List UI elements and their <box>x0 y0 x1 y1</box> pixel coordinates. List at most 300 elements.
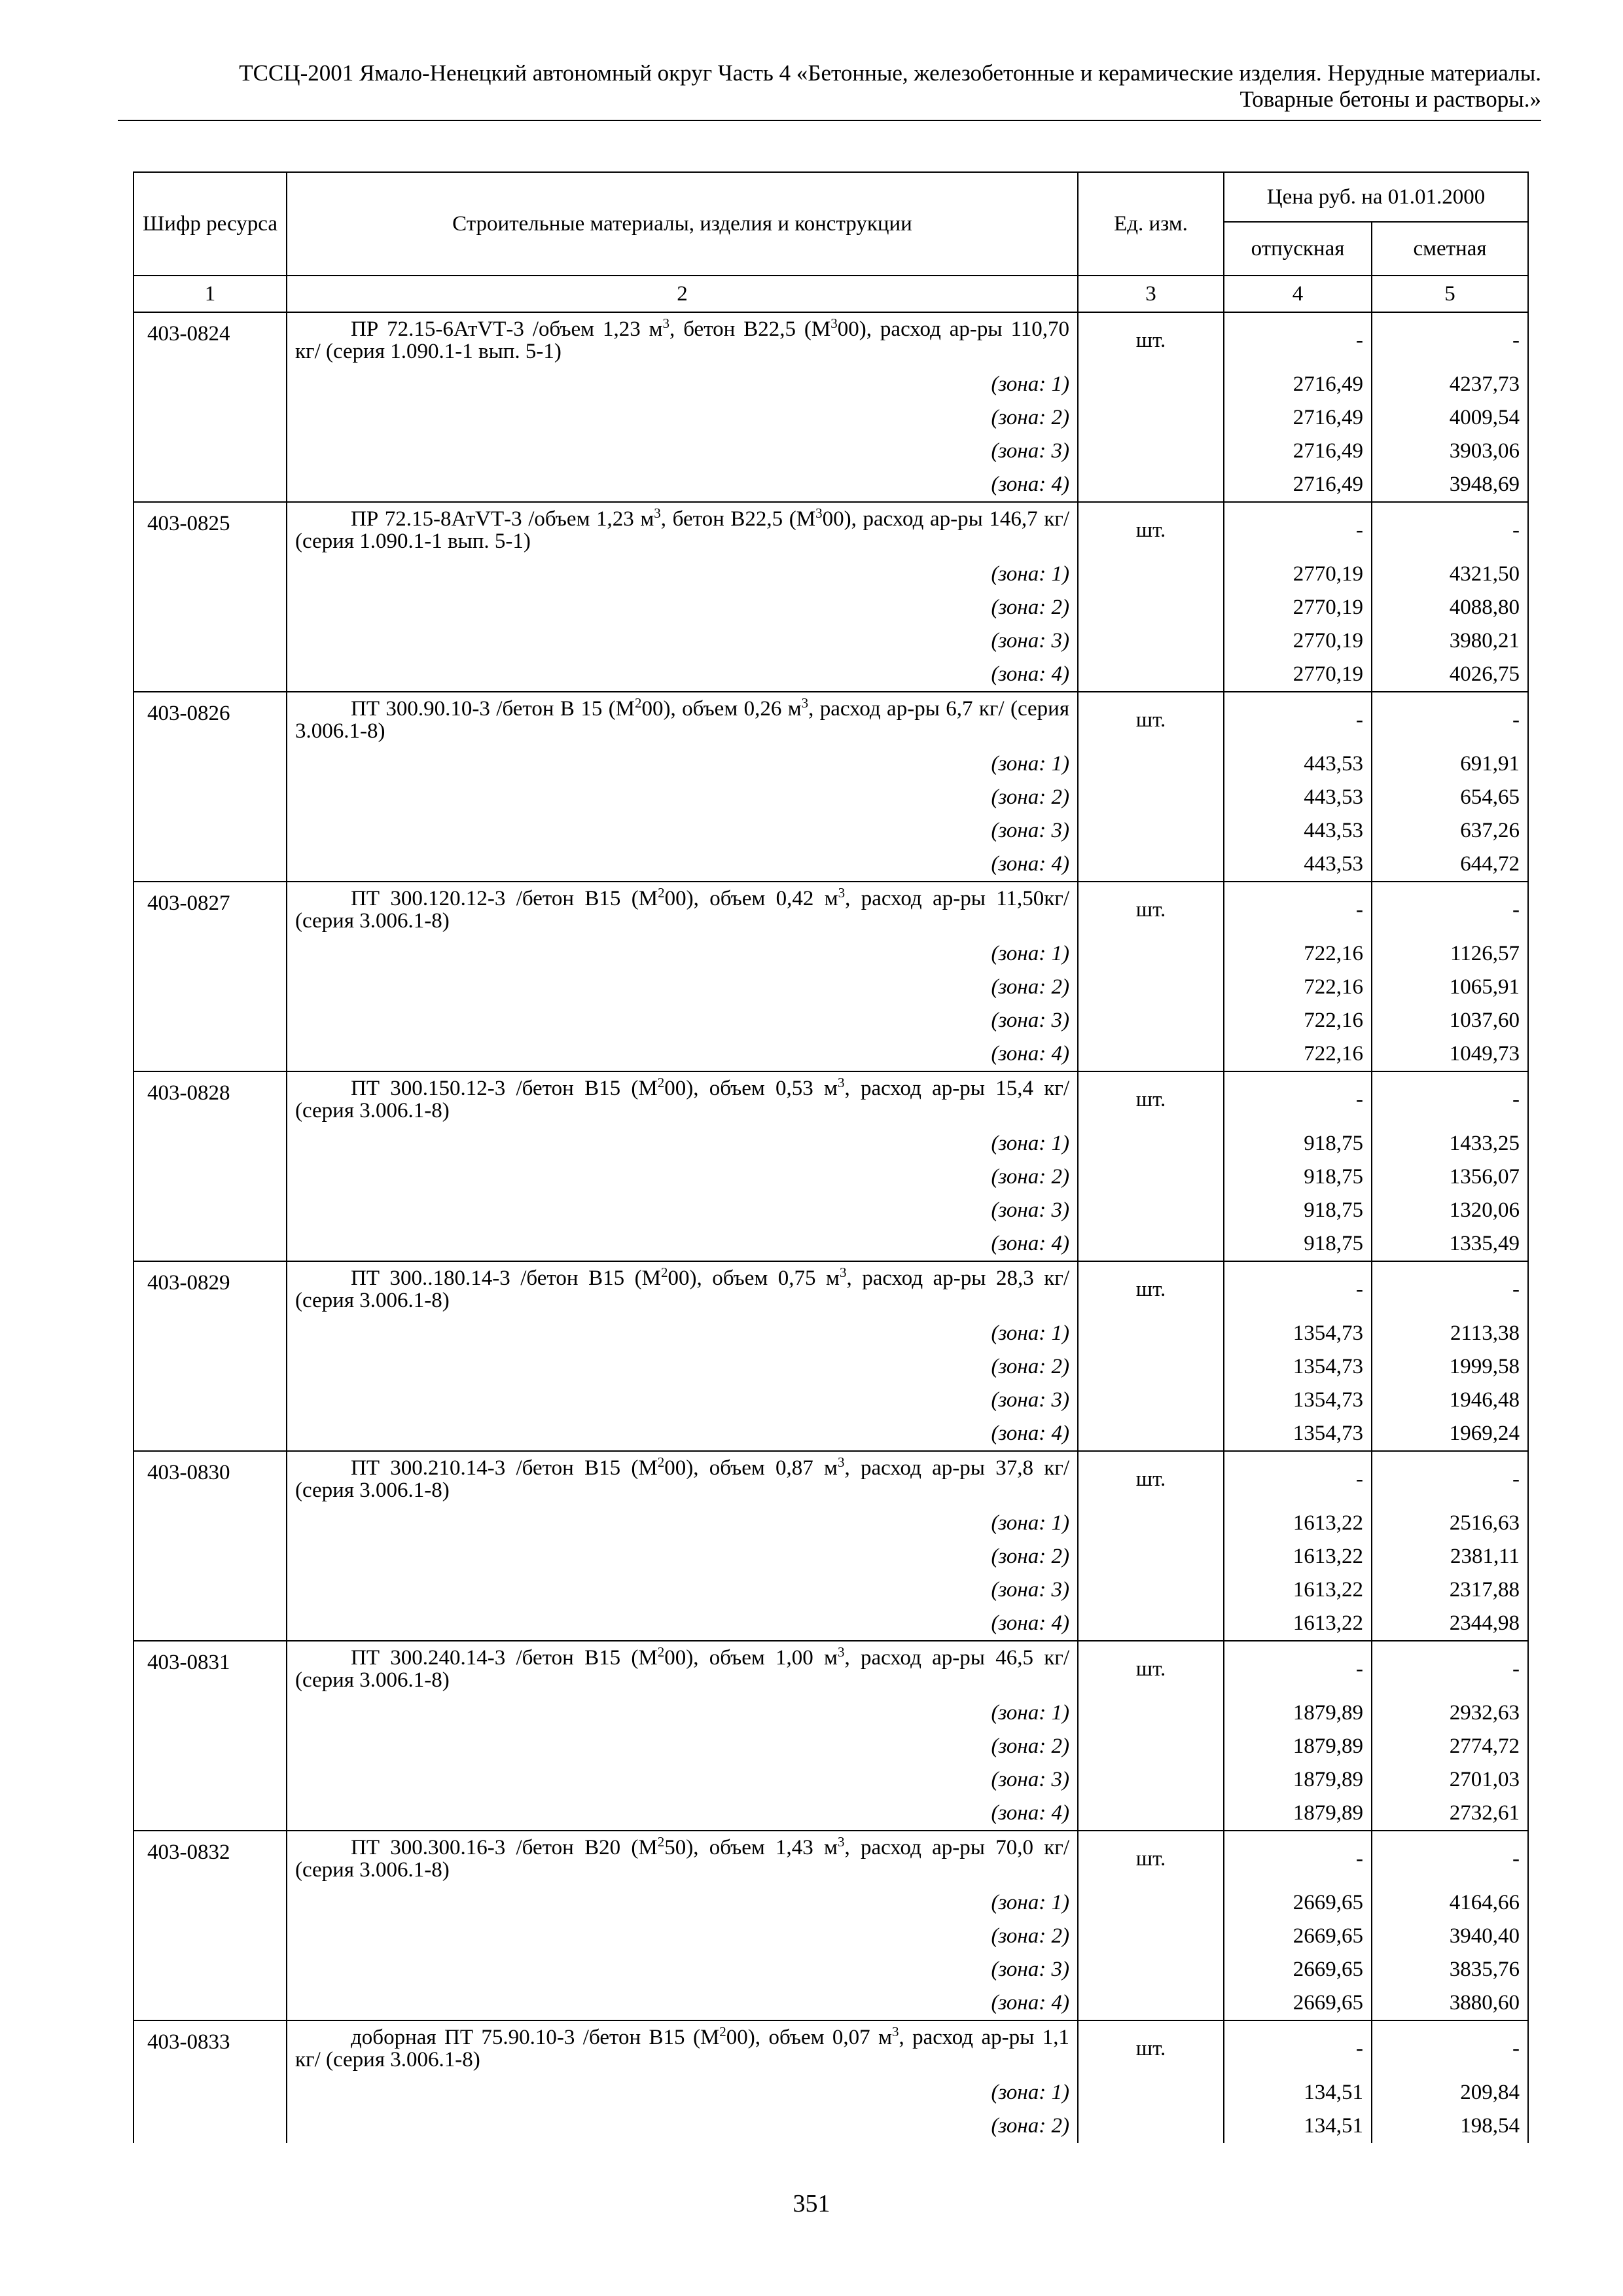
zone-estimate-price: 4164,66 <box>1372 1886 1528 1920</box>
description-text: ПТ 300.120.12-3 /бетон В15 (М <box>351 887 658 910</box>
zone-estimate-price: 1049,73 <box>1372 1037 1528 1071</box>
col-number: 5 <box>1372 276 1528 312</box>
empty-cell <box>1078 1037 1224 1071</box>
zone-row <box>134 1037 1528 1071</box>
resource-description <box>287 312 1078 368</box>
resource-code: 403-0828 <box>134 1071 287 1127</box>
zone-release-price: 2669,65 <box>1224 1986 1372 2020</box>
zone-row <box>134 781 1528 814</box>
empty-cell <box>134 591 287 624</box>
zone-label: (зона: 1) <box>287 1696 1078 1730</box>
superscript: 2 <box>657 1075 665 1090</box>
empty-cell <box>1078 937 1224 971</box>
empty-cell <box>134 558 287 591</box>
superscript: 3 <box>837 1075 845 1090</box>
zone-label: (зона: 2) <box>287 2109 1078 2143</box>
empty-cell <box>134 1127 287 1160</box>
table-row <box>134 1641 1528 1696</box>
zone-label: (зона: 3) <box>287 1763 1078 1797</box>
zone-label: (зона: 1) <box>287 1886 1078 1920</box>
zone-row <box>134 1607 1528 1641</box>
zone-release-price: 1354,73 <box>1224 1417 1372 1451</box>
zone-estimate-price: 1037,60 <box>1372 1004 1528 1037</box>
zone-label: (зона: 3) <box>287 1384 1078 1417</box>
zone-row <box>134 937 1528 971</box>
zone-label: (зона: 1) <box>287 368 1078 401</box>
empty-cell <box>134 781 287 814</box>
col-number: 1 <box>134 276 287 312</box>
superscript: 2 <box>719 2024 726 2039</box>
zone-estimate-price: 637,26 <box>1372 814 1528 848</box>
superscript: 3 <box>891 2024 899 2039</box>
empty-cell <box>134 401 287 435</box>
empty-cell <box>1078 1194 1224 1227</box>
zone-label: (зона: 4) <box>287 1607 1078 1641</box>
zone-release-price: 2669,65 <box>1224 1920 1372 1953</box>
zone-release-price: 722,16 <box>1224 1037 1372 1071</box>
empty-cell <box>1078 1350 1224 1384</box>
resource-code: 403-0832 <box>134 1831 287 1886</box>
resource-description <box>287 2020 1078 2076</box>
resource-code: 403-0824 <box>134 312 287 368</box>
zone-label: (зона: 4) <box>287 468 1078 502</box>
superscript: 3 <box>801 695 809 711</box>
empty-cell <box>134 658 287 692</box>
zone-label: (зона: 2) <box>287 1350 1078 1384</box>
empty-cell <box>1078 435 1224 468</box>
description-text: , расход ар-ры 28,3 кг/ (серия 3.006.1-8) <box>295 1266 1069 1312</box>
zone-release-price: 1879,89 <box>1224 1797 1372 1831</box>
empty-cell <box>1078 1607 1224 1641</box>
estimate-price: - <box>1372 312 1528 368</box>
empty-cell <box>134 1573 287 1607</box>
resource-description <box>287 882 1078 937</box>
zone-row <box>134 1763 1528 1797</box>
superscript: 3 <box>654 505 661 521</box>
description-text: , расход ар-ры 70,0 кг/ (серия 3.006.1-8) <box>295 1836 1069 1882</box>
description-text: 00), объем 0,53 м <box>664 1077 838 1100</box>
empty-cell <box>1078 1384 1224 1417</box>
zone-estimate-price: 3835,76 <box>1372 1953 1528 1986</box>
zone-estimate-price: 2317,88 <box>1372 1573 1528 1607</box>
zone-release-price: 1613,22 <box>1224 1540 1372 1573</box>
unit: шт. <box>1078 1831 1224 1886</box>
zone-label: (зона: 3) <box>287 624 1078 658</box>
empty-cell <box>134 1763 287 1797</box>
zone-label: (зона: 4) <box>287 1417 1078 1451</box>
superscript: 3 <box>837 1644 845 1660</box>
zone-label: (зона: 2) <box>287 1540 1078 1573</box>
zone-estimate-price: 3940,40 <box>1372 1920 1528 1953</box>
zone-row <box>134 848 1528 882</box>
description-text: , бетон В22,5 (М <box>660 507 816 531</box>
zone-estimate-price: 1999,58 <box>1372 1350 1528 1384</box>
empty-cell <box>1078 1953 1224 1986</box>
zone-label: (зона: 2) <box>287 591 1078 624</box>
empty-cell <box>134 1730 287 1763</box>
unit: шт. <box>1078 502 1224 558</box>
empty-cell <box>134 1227 287 1261</box>
release-price: - <box>1224 1451 1372 1507</box>
superscript: 2 <box>658 885 665 901</box>
resource-description <box>287 1641 1078 1696</box>
table-row <box>134 502 1528 558</box>
zone-release-price: 1613,22 <box>1224 1607 1372 1641</box>
description-text: , расход ар-ры 11,50кг/ (серия 3.006.1-8) <box>295 887 1069 933</box>
empty-cell <box>1078 1797 1224 1831</box>
zone-release-price: 443,53 <box>1224 814 1372 848</box>
zone-estimate-price: 4009,54 <box>1372 401 1528 435</box>
description-text: 00), расход ар-ры 146,7 кг/ (серия 1.090.1-1 вып. 5-1) <box>295 507 1069 553</box>
zone-release-price: 1879,89 <box>1224 1696 1372 1730</box>
zone-estimate-price: 654,65 <box>1372 781 1528 814</box>
table-row <box>134 1451 1528 1507</box>
zone-estimate-price: 3903,06 <box>1372 435 1528 468</box>
unit: шт. <box>1078 312 1224 368</box>
release-price: - <box>1224 1071 1372 1127</box>
zone-release-price: 1879,89 <box>1224 1730 1372 1763</box>
empty-cell <box>1078 368 1224 401</box>
zone-estimate-price: 4088,80 <box>1372 591 1528 624</box>
table-row <box>134 882 1528 937</box>
zone-row <box>134 1004 1528 1037</box>
zone-release-price: 2770,19 <box>1224 591 1372 624</box>
zone-estimate-price: 2732,61 <box>1372 1797 1528 1831</box>
superscript: 3 <box>830 315 838 331</box>
zone-row <box>134 1573 1528 1607</box>
unit: шт. <box>1078 882 1224 937</box>
empty-cell <box>134 1507 287 1540</box>
zone-row <box>134 1953 1528 1986</box>
zone-release-price: 443,53 <box>1224 781 1372 814</box>
superscript: 3 <box>839 1265 847 1280</box>
estimate-price: - <box>1372 2020 1528 2076</box>
zone-release-price: 2716,49 <box>1224 368 1372 401</box>
empty-cell <box>1078 1763 1224 1797</box>
resource-description <box>287 1261 1078 1317</box>
estimate-price: - <box>1372 1071 1528 1127</box>
zone-label: (зона: 3) <box>287 1573 1078 1607</box>
zone-row <box>134 1540 1528 1573</box>
zone-label: (зона: 1) <box>287 937 1078 971</box>
zone-label: (зона: 1) <box>287 558 1078 591</box>
empty-cell <box>1078 1160 1224 1194</box>
zone-row <box>134 368 1528 401</box>
release-price: - <box>1224 1641 1372 1696</box>
empty-cell <box>134 1953 287 1986</box>
zone-row <box>134 1920 1528 1953</box>
estimate-price: - <box>1372 882 1528 937</box>
zone-estimate-price: 644,72 <box>1372 848 1528 882</box>
superscript: 2 <box>657 1834 665 1850</box>
zone-row <box>134 658 1528 692</box>
superscript: 3 <box>662 315 670 331</box>
zone-estimate-price: 2381,11 <box>1372 1540 1528 1573</box>
estimate-price: - <box>1372 692 1528 747</box>
zone-row <box>134 1384 1528 1417</box>
description-text: ПР 72.15-6АтVТ-3 /объем 1,23 м <box>351 317 663 341</box>
zone-release-price: 1613,22 <box>1224 1507 1372 1540</box>
zone-estimate-price: 198,54 <box>1372 2109 1528 2143</box>
zone-estimate-price: 4321,50 <box>1372 558 1528 591</box>
resource-code: 403-0827 <box>134 882 287 937</box>
zone-label: (зона: 2) <box>287 781 1078 814</box>
table-row <box>134 1831 1528 1886</box>
empty-cell <box>134 368 287 401</box>
resource-code: 403-0833 <box>134 2020 287 2076</box>
zone-release-price: 2770,19 <box>1224 658 1372 692</box>
release-price: - <box>1224 692 1372 747</box>
empty-cell <box>1078 814 1224 848</box>
description-text: ПТ 300.90.10-3 /бетон В 15 (М <box>351 697 635 721</box>
empty-cell <box>134 468 287 502</box>
header-release-price: отпускная <box>1224 222 1372 276</box>
description-text: 00), объем 0,26 м <box>641 697 802 721</box>
zone-row <box>134 1696 1528 1730</box>
empty-cell <box>134 1004 287 1037</box>
description-text: , расход ар-ры 1,1 кг/ (серия 3.006.1-8) <box>295 2026 1069 2072</box>
zone-estimate-price: 2344,98 <box>1372 1607 1528 1641</box>
empty-cell <box>134 1037 287 1071</box>
empty-cell <box>1078 2076 1224 2109</box>
empty-cell <box>1078 1127 1224 1160</box>
resource-code: 403-0826 <box>134 692 287 747</box>
description-text: 00), объем 0,87 м <box>664 1456 838 1480</box>
zone-estimate-price: 3880,60 <box>1372 1986 1528 2020</box>
description-text: 00), расход ар-ры 110,70 кг/ (серия 1.090.1-1 вып. 5-1) <box>295 317 1070 363</box>
superscript: 2 <box>657 1454 665 1470</box>
resource-description <box>287 1451 1078 1507</box>
unit: шт. <box>1078 1261 1224 1317</box>
zone-release-price: 1879,89 <box>1224 1763 1372 1797</box>
empty-cell <box>1078 401 1224 435</box>
zone-row <box>134 2076 1528 2109</box>
description-text: , расход ар-ры 15,4 кг/ (серия 3.006.1-8) <box>295 1077 1069 1122</box>
description-text: 50), объем 1,43 м <box>664 1836 838 1859</box>
description-text: , расход ар-ры 46,5 кг/ (серия 3.006.1-8) <box>295 1646 1069 1692</box>
header-code: Шифр ресурса <box>134 172 287 276</box>
empty-cell <box>1078 2109 1224 2143</box>
zone-label: (зона: 1) <box>287 1507 1078 1540</box>
zone-label: (зона: 1) <box>287 1127 1078 1160</box>
zone-label: (зона: 2) <box>287 401 1078 435</box>
zone-release-price: 1354,73 <box>1224 1384 1372 1417</box>
zone-label: (зона: 4) <box>287 848 1078 882</box>
empty-cell <box>134 2109 287 2143</box>
zone-row <box>134 1986 1528 2020</box>
empty-cell <box>134 1194 287 1227</box>
release-price: - <box>1224 502 1372 558</box>
zone-row <box>134 435 1528 468</box>
empty-cell <box>134 1797 287 1831</box>
zone-estimate-price: 2701,03 <box>1372 1763 1528 1797</box>
price-table-body <box>134 172 1528 2143</box>
zone-estimate-price: 209,84 <box>1372 2076 1528 2109</box>
empty-cell <box>134 2076 287 2109</box>
table-row <box>134 692 1528 747</box>
resource-description <box>287 1071 1078 1127</box>
zone-estimate-price: 1356,07 <box>1372 1160 1528 1194</box>
zone-row <box>134 814 1528 848</box>
zone-row <box>134 1730 1528 1763</box>
zone-row <box>134 401 1528 435</box>
zone-label: (зона: 4) <box>287 1797 1078 1831</box>
release-price: - <box>1224 882 1372 937</box>
header-line-2: Товарные бетоны и растворы.» <box>1240 86 1541 112</box>
empty-cell <box>1078 1696 1224 1730</box>
table-row <box>134 312 1528 368</box>
empty-cell <box>1078 1227 1224 1261</box>
zone-estimate-price: 2932,63 <box>1372 1696 1528 1730</box>
empty-cell <box>1078 1573 1224 1607</box>
empty-cell <box>1078 971 1224 1004</box>
empty-cell <box>1078 1004 1224 1037</box>
zone-estimate-price: 4237,73 <box>1372 368 1528 401</box>
empty-cell <box>134 1160 287 1194</box>
unit: шт. <box>1078 1451 1224 1507</box>
col-number: 2 <box>287 276 1078 312</box>
zone-estimate-price: 1320,06 <box>1372 1194 1528 1227</box>
zone-label: (зона: 3) <box>287 1953 1078 1986</box>
empty-cell <box>1078 1540 1224 1573</box>
zone-label: (зона: 1) <box>287 2076 1078 2109</box>
zone-row <box>134 624 1528 658</box>
empty-cell <box>134 1696 287 1730</box>
release-price: - <box>1224 312 1372 368</box>
superscript: 2 <box>660 1265 668 1280</box>
zone-row <box>134 1417 1528 1451</box>
zone-label: (зона: 2) <box>287 1160 1078 1194</box>
zone-row <box>134 747 1528 781</box>
header-materials: Строительные материалы, изделия и конструкции <box>287 172 1078 276</box>
empty-cell <box>134 1886 287 1920</box>
estimate-price: - <box>1372 1261 1528 1317</box>
description-text: ПТ 300..180.14-3 /бетон В15 (М <box>351 1266 661 1290</box>
zone-estimate-price: 3980,21 <box>1372 624 1528 658</box>
empty-cell <box>134 1540 287 1573</box>
zone-row <box>134 1886 1528 1920</box>
zone-row <box>134 971 1528 1004</box>
description-text: 00), объем 1,00 м <box>664 1646 838 1670</box>
header-price-date: Цена руб. на 01.01.2000 <box>1224 172 1528 222</box>
description-text: ПТ 300.300.16-3 /бетон В20 (М <box>351 1836 658 1859</box>
description-text: 00), объем 0,42 м <box>664 887 838 910</box>
zone-label: (зона: 3) <box>287 435 1078 468</box>
zone-release-price: 1613,22 <box>1224 1573 1372 1607</box>
superscript: 3 <box>837 1834 845 1850</box>
empty-cell <box>1078 747 1224 781</box>
zone-release-price: 2716,49 <box>1224 401 1372 435</box>
description-text: , расход ар-ры 6,7 кг/ (серия 3.006.1-8) <box>295 697 1070 743</box>
zone-release-price: 2669,65 <box>1224 1953 1372 1986</box>
zone-estimate-price: 2774,72 <box>1372 1730 1528 1763</box>
superscript: 3 <box>837 1454 845 1470</box>
empty-cell <box>134 747 287 781</box>
empty-cell <box>134 814 287 848</box>
zone-estimate-price: 1946,48 <box>1372 1384 1528 1417</box>
table-row <box>134 2020 1528 2076</box>
empty-cell <box>134 624 287 658</box>
zone-row <box>134 468 1528 502</box>
unit: шт. <box>1078 1641 1224 1696</box>
description-text: ПР 72.15-8АтVТ-3 /объем 1,23 м <box>351 507 654 531</box>
zone-release-price: 2716,49 <box>1224 468 1372 502</box>
empty-cell <box>134 1986 287 2020</box>
price-table <box>133 171 1529 2143</box>
zone-release-price: 918,75 <box>1224 1127 1372 1160</box>
empty-cell <box>1078 1920 1224 1953</box>
empty-cell <box>134 1607 287 1641</box>
zone-release-price: 918,75 <box>1224 1227 1372 1261</box>
empty-cell <box>1078 624 1224 658</box>
resource-code: 403-0831 <box>134 1641 287 1696</box>
description-text: 00), объем 0,07 м <box>726 2026 892 2049</box>
empty-cell <box>134 1317 287 1350</box>
empty-cell <box>134 1417 287 1451</box>
zone-estimate-price: 3948,69 <box>1372 468 1528 502</box>
col-number: 4 <box>1224 276 1372 312</box>
empty-cell <box>1078 1417 1224 1451</box>
zone-estimate-price: 2516,63 <box>1372 1507 1528 1540</box>
header-unit: Ед. изм. <box>1078 172 1224 276</box>
zone-row <box>134 558 1528 591</box>
zone-release-price: 918,75 <box>1224 1194 1372 1227</box>
resource-description <box>287 692 1078 747</box>
empty-cell <box>1078 1317 1224 1350</box>
zone-row <box>134 1317 1528 1350</box>
resource-code: 403-0829 <box>134 1261 287 1317</box>
unit: шт. <box>1078 2020 1224 2076</box>
zone-row <box>134 1194 1528 1227</box>
empty-cell <box>134 1920 287 1953</box>
empty-cell <box>1078 468 1224 502</box>
table-row <box>134 1261 1528 1317</box>
zone-release-price: 722,16 <box>1224 937 1372 971</box>
zone-label: (зона: 2) <box>287 1920 1078 1953</box>
empty-cell <box>1078 1886 1224 1920</box>
zone-label: (зона: 4) <box>287 658 1078 692</box>
empty-cell <box>1078 1730 1224 1763</box>
empty-cell <box>134 971 287 1004</box>
zone-label: (зона: 2) <box>287 971 1078 1004</box>
zone-release-price: 722,16 <box>1224 1004 1372 1037</box>
empty-cell <box>134 1384 287 1417</box>
empty-cell <box>1078 658 1224 692</box>
release-price: - <box>1224 1831 1372 1886</box>
empty-cell <box>1078 591 1224 624</box>
estimate-price: - <box>1372 1831 1528 1886</box>
resource-code: 403-0830 <box>134 1451 287 1507</box>
col-number: 3 <box>1078 276 1224 312</box>
page-number: 351 <box>793 2190 830 2217</box>
superscript: 2 <box>635 695 642 711</box>
unit: шт. <box>1078 692 1224 747</box>
zone-label: (зона: 4) <box>287 1986 1078 2020</box>
release-price: - <box>1224 2020 1372 2076</box>
empty-cell <box>1078 1507 1224 1540</box>
zone-release-price: 722,16 <box>1224 971 1372 1004</box>
empty-cell <box>1078 558 1224 591</box>
description-text: доборная ПТ 75.90.10-3 /бетон В15 (М <box>351 2026 720 2049</box>
zone-estimate-price: 2113,38 <box>1372 1317 1528 1350</box>
release-price: - <box>1224 1261 1372 1317</box>
estimate-price: - <box>1372 502 1528 558</box>
zone-estimate-price: 4026,75 <box>1372 658 1528 692</box>
empty-cell <box>134 1350 287 1384</box>
zone-release-price: 134,51 <box>1224 2076 1372 2109</box>
resource-description <box>287 502 1078 558</box>
description-text: ПТ 300.210.14-3 /бетон В15 (М <box>351 1456 658 1480</box>
